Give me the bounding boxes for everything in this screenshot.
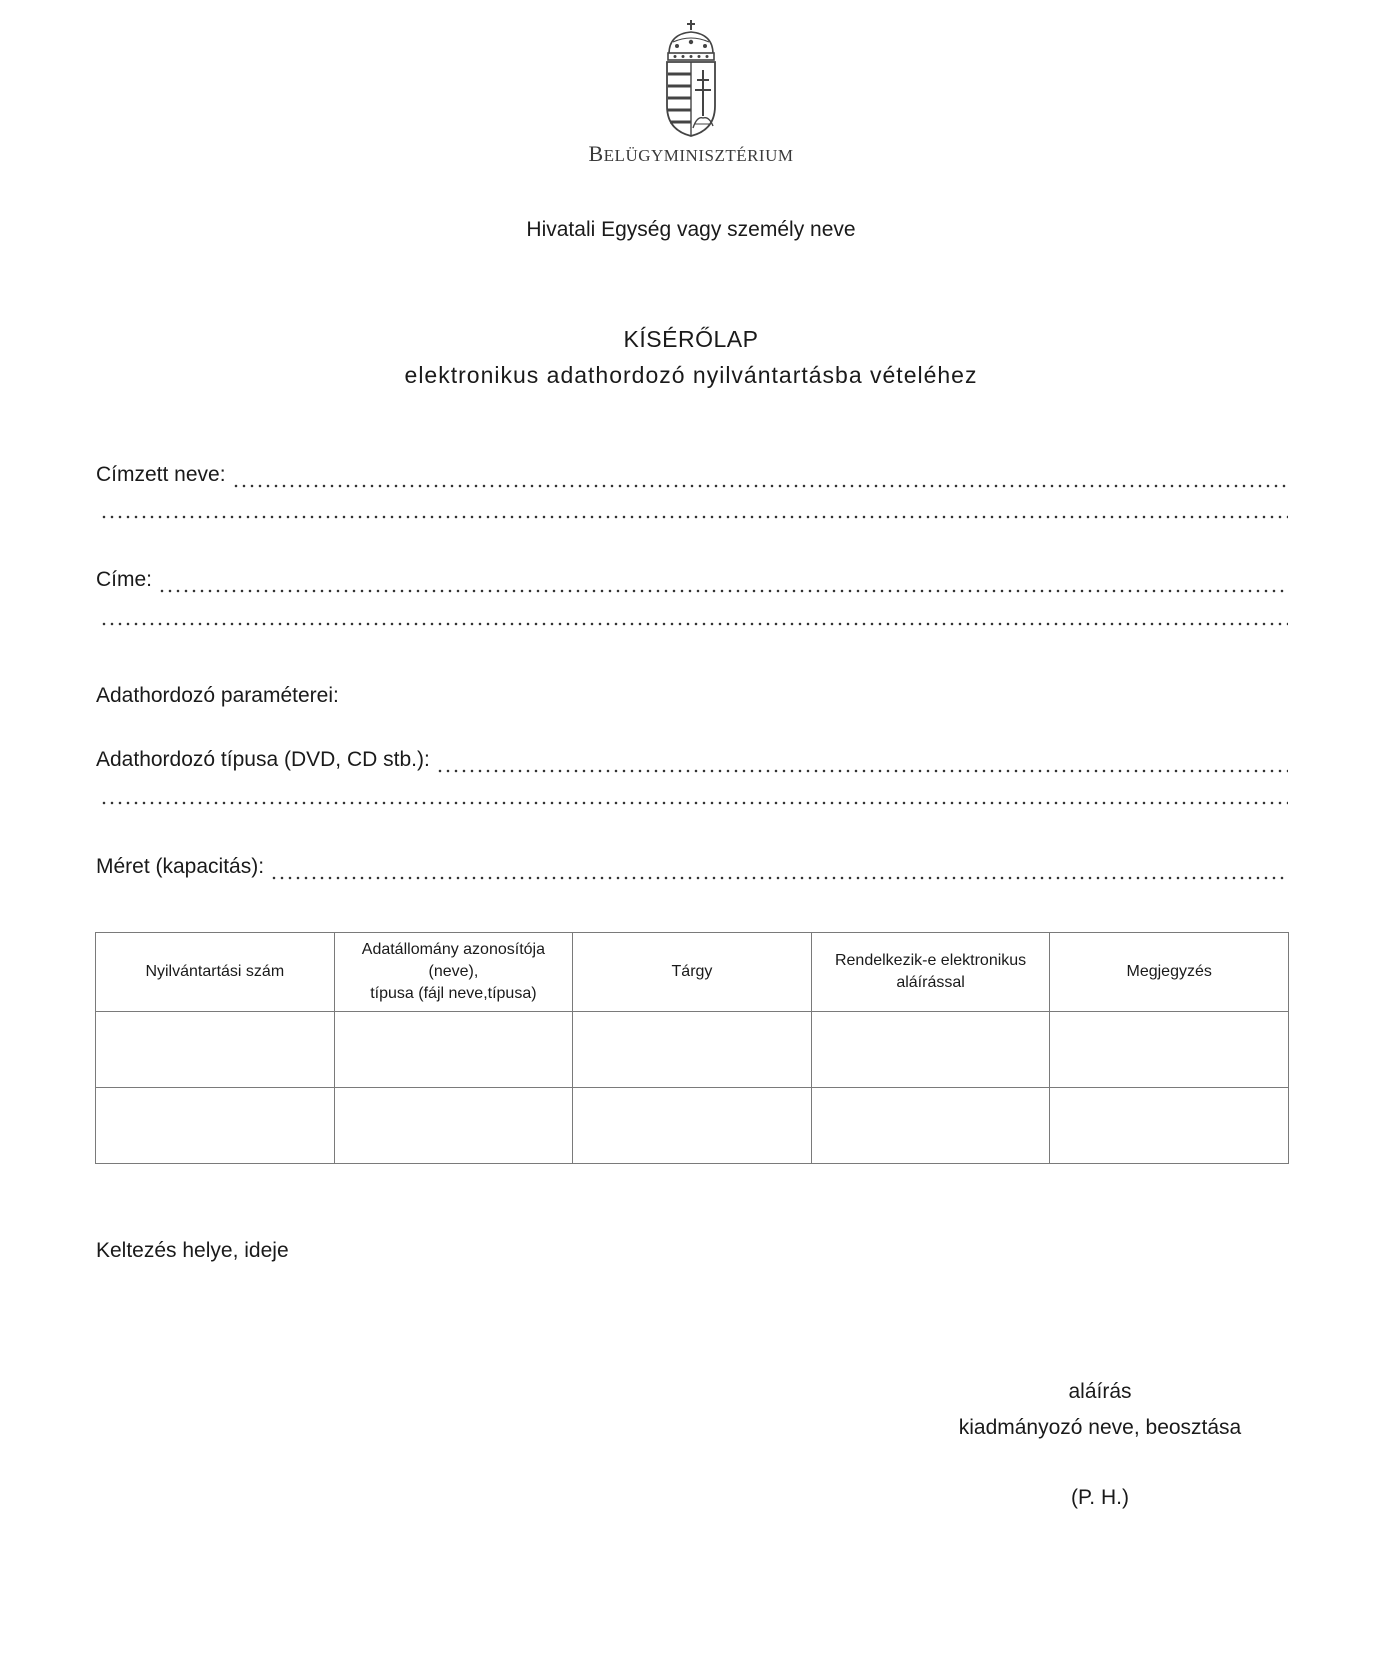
media-type-dotted-line-2[interactable]: [100, 801, 1288, 805]
table-cell[interactable]: [573, 1088, 812, 1164]
ministry-name-rest: ELÜGYMINISZTÉRIUM: [603, 146, 794, 165]
media-type-field[interactable]: [96, 748, 1288, 776]
header-registration-number: Nyilvántartási szám: [96, 933, 335, 1012]
header-electronic-signature: [811, 933, 1050, 1012]
size-field[interactable]: [96, 855, 1288, 883]
issuer-label: kiadmányozó neve, beosztása: [958, 1416, 1242, 1439]
hungarian-coat-of-arms-icon: [663, 20, 719, 138]
address-label: Címe:: [96, 568, 153, 591]
unit-name: Hivatali Egység vagy személy neve: [526, 218, 856, 241]
ministry-name: [0, 141, 1382, 167]
media-table: [95, 932, 1289, 1164]
size-dotted-line[interactable]: [270, 876, 1288, 880]
document-subtitle: elektronikus adathordozó nyilvántartásba vételéhez: [404, 362, 978, 388]
table-cell[interactable]: [334, 1012, 573, 1088]
header-file-identifier: [334, 933, 573, 1012]
header-remark: Megjegyzés: [1050, 933, 1289, 1012]
table-cell[interactable]: [96, 1088, 335, 1164]
recipient-label: Címzett neve:: [96, 463, 226, 486]
address-dotted-line[interactable]: [158, 589, 1288, 593]
recipient-dotted-line-2[interactable]: [100, 515, 1288, 519]
table-cell[interactable]: [1050, 1012, 1289, 1088]
document-title: KÍSÉRŐLAP: [623, 326, 759, 352]
header-electronic-signature-line2: aláírással: [896, 974, 965, 991]
table-cell[interactable]: [811, 1088, 1050, 1164]
params-label: Adathordozó paraméterei:: [96, 684, 339, 707]
media-type-label: Adathordozó típusa (DVD, CD stb.):: [96, 748, 430, 771]
header-subject: Tárgy: [573, 933, 812, 1012]
header-file-identifier-line3: típusa (fájl neve,típusa): [370, 985, 537, 1002]
ministry-name-initial: B: [588, 141, 604, 166]
header-file-identifier-line1: Adatállomány azonosítója: [361, 941, 545, 958]
table-cell[interactable]: [811, 1012, 1050, 1088]
size-label: Méret (kapacitás):: [96, 855, 265, 878]
header-electronic-signature-line1: Rendelkezik-e elektronikus: [834, 952, 1027, 969]
recipient-field[interactable]: [96, 463, 1288, 491]
address-dotted-line-2[interactable]: [100, 622, 1288, 626]
stamp-label: (P. H.): [1071, 1486, 1129, 1509]
table-cell[interactable]: [1050, 1088, 1289, 1164]
table-header-row: [96, 933, 1289, 1012]
header-file-identifier-line2: (neve),: [428, 963, 479, 980]
media-type-dotted-line[interactable]: [436, 769, 1288, 773]
table-cell[interactable]: [334, 1088, 573, 1164]
table-row: [96, 1012, 1289, 1088]
address-field[interactable]: [96, 568, 1288, 596]
table-row: [96, 1088, 1289, 1164]
table-cell[interactable]: [573, 1012, 812, 1088]
recipient-dotted-line[interactable]: [232, 484, 1288, 488]
table-cell[interactable]: [96, 1012, 335, 1088]
signature-label: aláírás: [1068, 1380, 1132, 1403]
date-place-label: Keltezés helye, ideje: [96, 1239, 289, 1262]
